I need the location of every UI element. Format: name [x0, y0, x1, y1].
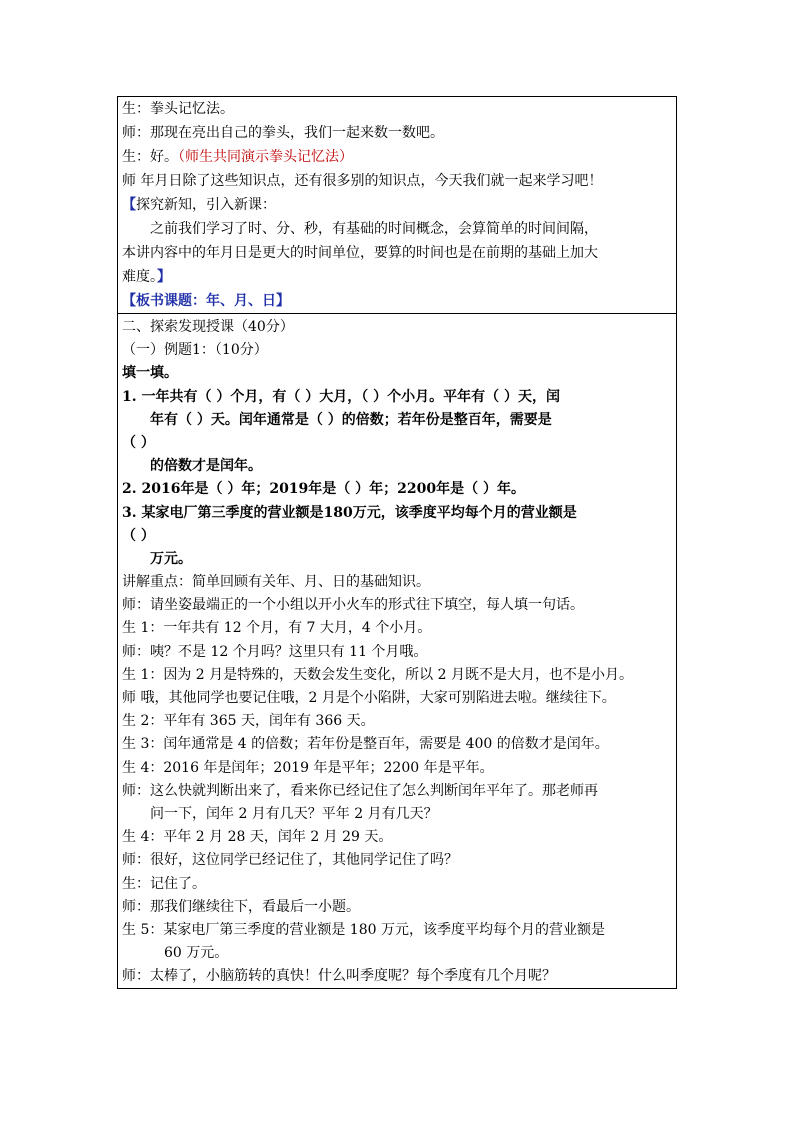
text-line: 之前我们学习了时、分、秒，有基础的时间概念，会算简单的时间间隔， [150, 221, 598, 237]
exercise-prompt: 填一填。 [122, 365, 178, 382]
text-line [122, 193, 672, 217]
text-span: 生：好。 [122, 149, 178, 165]
dialogue-line: 生 4：平年 2 月 28 天，闰年 2 月 29 天。 [122, 829, 393, 846]
dialogue-line: 师：这么快就判断出来了，看来你已经记住了怎么判断闰年平年了。那老师再 [122, 782, 598, 799]
exercise-line: 年有（ ）天。闰年通常是（ ）的倍数；若年份是整百年，需要是 [150, 411, 552, 428]
exercise-line: 1. 一年共有（ ）个月，有（ ）大月，（ ）个小月。平年有（ ）天，闰 [122, 388, 560, 405]
example-heading: （一）例题1：（10分） [122, 342, 268, 359]
text-line [122, 145, 672, 169]
dialogue-line: 生 4：2016 年是闰年；2019 年是平年；2200 年是平年。 [122, 759, 494, 776]
dialogue-line: 师：咦？不是 12 个月吗？这里只有 11 个月哦。 [122, 643, 428, 660]
explore-cell [118, 314, 676, 988]
text-line: 师 年月日除了这些知识点，还有很多别的知识点，今天我们就一起来学习吧！ [122, 173, 603, 189]
dialogue-line: 生 1：一年共有 12 个月，有 7 大月，4 个小月。 [122, 620, 432, 637]
dialogue-line: 师：太棒了，小脑筋转的真快！什么叫季度呢？每个季度有几个月呢？ [122, 968, 556, 985]
dialogue-line: 问一下，闰年 2 月有几天？平年 2 月有几天？ [150, 805, 438, 822]
bracket-close: 】 [157, 269, 171, 285]
intro-cell [118, 97, 676, 314]
text-line: 生：拳头记忆法。 [122, 101, 234, 117]
dialogue-line: 师：请坐姿最端正的一个小组以开小火车的形式往下填空，每人填一句话。 [122, 597, 584, 614]
dialogue-line: 生 3：闰年通常是 4 的倍数；若年份是整百年，需要是 400 的倍数才是闰年。 [122, 736, 609, 753]
dialogue-line: 师：那我们继续往下，看最后一小题。 [122, 898, 360, 915]
dialogue-line: 生 5：某家电厂第三季度的营业额是 180 万元，该季度平均每个月的营业额是 [122, 921, 605, 938]
dialogue-line: 师 哦，其他同学也要记住哦，2 月是个小陷阱，大家可别陷进去啦。继续往下。 [122, 690, 616, 706]
dialogue-line: 讲解重点：简单回顾有关年、月、日的基础知识。 [122, 574, 430, 591]
dialogue-line: 生 1：因为 2 月是特殊的，天数会发生变化，所以 2 月既不是大月，也不是小月。 [122, 666, 633, 683]
text-line: 本讲内容中的年月日是更大的时间单位，要算的时间也是在前期的基础上加大 [122, 245, 598, 261]
board-title: 【板书课题：年、月、日】 [122, 293, 290, 309]
exercise-line: 的倍数才是闰年。 [150, 458, 262, 475]
dialogue-line: 生 2：平年有 365 天，闰年有 366 天。 [122, 713, 375, 730]
exercise-line: 3. 某家电厂第三季度的营业额是180万元，该季度平均每个月的营业额是 [122, 504, 577, 521]
dialogue-line: 60 万元。 [164, 945, 229, 962]
exercise-line: （ ） [122, 527, 155, 544]
dialogue-line: 师：很好，这位同学已经记住了，其他同学记住了吗？ [122, 852, 458, 869]
demo-note: （师生共同演示拳头记忆法） [178, 149, 353, 165]
bracket-open: 【 [122, 197, 136, 213]
exercise-line: 2. 2016年是（ ）年；2019年是（ ）年；2200年是（ ）年。 [122, 481, 526, 498]
text-line: 师：那现在亮出自己的拳头，我们一起来数一数吧。 [122, 125, 444, 141]
lesson-plan-table [117, 96, 677, 989]
exercise-line: 万元。 [150, 550, 192, 567]
section-heading: 二、探索发现授课（40分） [122, 319, 294, 335]
text-line [122, 265, 672, 289]
dialogue-line: 生：记住了。 [122, 875, 206, 892]
text-span: 难度。 [122, 269, 157, 285]
exercise-line: （ ） [122, 434, 155, 451]
explore-heading: 探究新知，引入新课： [136, 197, 276, 213]
